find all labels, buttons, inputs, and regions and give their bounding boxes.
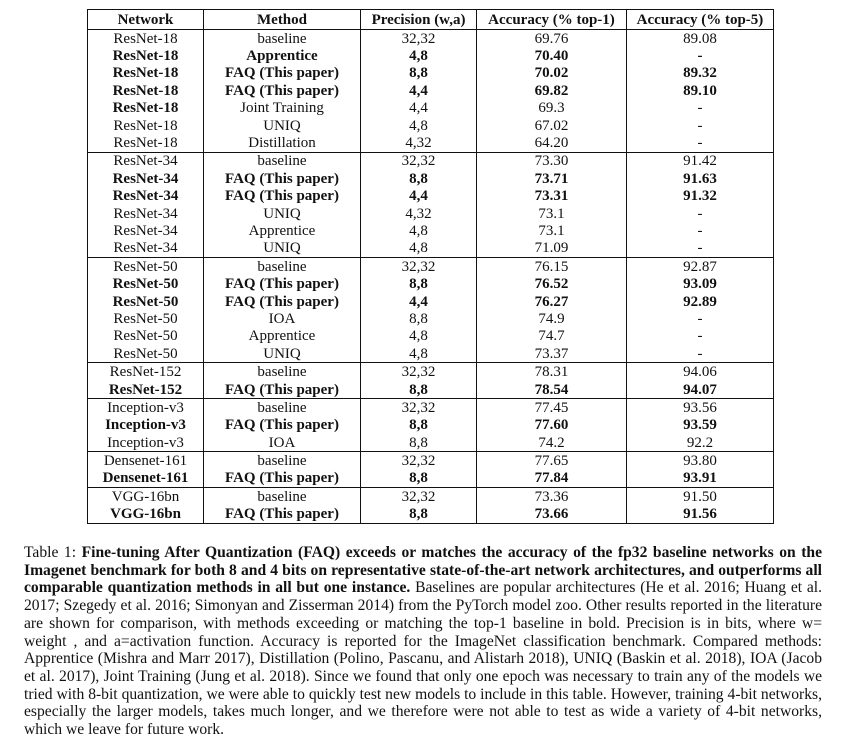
table-row [88, 117, 774, 134]
cell-precision: 4,8 [361, 328, 477, 345]
cell-top1: 70.02 [477, 65, 627, 82]
cell-top1: 78.31 [477, 363, 627, 381]
cell-precision: 4,8 [361, 222, 477, 239]
table-row [88, 82, 774, 99]
cell-top5: 93.59 [627, 417, 774, 434]
cell-top5: 91.50 [627, 488, 774, 506]
cell-method: baseline [204, 488, 361, 506]
cell-precision: 32,32 [361, 452, 477, 470]
table-row [88, 488, 774, 506]
cell-method: baseline [204, 452, 361, 470]
caption-body-text: Baselines are popular architectures (He et al. 2016; Huang et al. 2017; Szegedy et al. 2016; Simonyan and Zisserman 2014) from the PyTorch model zoo. Other results reported in the literature are shown for comparison, with methods exceeding or matching the top-1 baseline in bold. Precision is in bits, where w= weight , and a=activation function. Accuracy is reported for the ImageNet classification benchmark. Compared methods: Apprentice (Mishra and Marr 2017), Distillation (Polino, Pascanu, and Alistarh 2018), UNIQ (Baskin et al. 2018), IOA (Jacob et al. 2017), Joint Training (Jung et al. 2018). Since we found that only one epoch was necessary to train any of the models we tried with 8-bit quantization, we were able to quickly test new models to include in this table. However, training 4-bit networks, especially the larger models, takes much longer, and we therefore were not able to test as wide a variety of 4-bit networks, which we leave for future work. [24, 579, 822, 739]
cell-method: UNIQ [204, 345, 361, 363]
cell-network: Inception-v3 [88, 399, 204, 417]
cell-method: baseline [204, 363, 361, 381]
results-table-container [87, 9, 774, 524]
table-row [88, 258, 774, 276]
cell-precision: 4,4 [361, 293, 477, 310]
cell-top1: 64.20 [477, 134, 627, 152]
cell-top5: 89.10 [627, 82, 774, 99]
table-caption [24, 544, 822, 739]
cell-method: FAQ (This paper) [204, 82, 361, 99]
cell-top5: 93.91 [627, 470, 774, 488]
table-row [88, 328, 774, 345]
table-row [88, 293, 774, 310]
cell-top1: 69.82 [477, 82, 627, 99]
caption-label: Table 1: [24, 544, 82, 561]
cell-network: Inception-v3 [88, 434, 204, 452]
cell-network: ResNet-18 [88, 100, 204, 117]
cell-top5: - [627, 240, 774, 258]
cell-top5: - [627, 310, 774, 327]
cell-method: FAQ (This paper) [204, 417, 361, 434]
cell-top1: 78.54 [477, 381, 627, 399]
cell-top5: 89.32 [627, 65, 774, 82]
table-row [88, 152, 774, 170]
cell-top5: - [627, 205, 774, 222]
cell-top1: 77.45 [477, 399, 627, 417]
table-row [88, 222, 774, 239]
cell-top1: 73.31 [477, 188, 627, 205]
cell-top5: 92.87 [627, 258, 774, 276]
cell-top5: - [627, 134, 774, 152]
cell-top1: 67.02 [477, 117, 627, 134]
cell-method: baseline [204, 152, 361, 170]
cell-top1: 77.65 [477, 452, 627, 470]
cell-top5: 93.80 [627, 452, 774, 470]
cell-top5: 93.09 [627, 275, 774, 292]
table-row [88, 134, 774, 152]
cell-network: ResNet-50 [88, 328, 204, 345]
table-row [88, 188, 774, 205]
cell-network: ResNet-34 [88, 188, 204, 205]
table-row [88, 452, 774, 470]
cell-method: FAQ (This paper) [204, 470, 361, 488]
table-row [88, 417, 774, 434]
cell-method: FAQ (This paper) [204, 275, 361, 292]
cell-network: ResNet-50 [88, 293, 204, 310]
table-row [88, 506, 774, 524]
cell-top1: 74.7 [477, 328, 627, 345]
cell-precision: 8,8 [361, 381, 477, 399]
cell-network: ResNet-18 [88, 65, 204, 82]
cell-top5: 93.56 [627, 399, 774, 417]
cell-network: ResNet-34 [88, 240, 204, 258]
table-row [88, 30, 774, 48]
cell-precision: 8,8 [361, 275, 477, 292]
cell-network: ResNet-18 [88, 117, 204, 134]
cell-precision: 8,8 [361, 65, 477, 82]
cell-top1: 73.71 [477, 170, 627, 187]
cell-network: Densenet-161 [88, 470, 204, 488]
cell-precision: 8,8 [361, 310, 477, 327]
table-row [88, 363, 774, 381]
cell-top1: 73.30 [477, 152, 627, 170]
cell-network: ResNet-50 [88, 345, 204, 363]
cell-precision: 4,8 [361, 345, 477, 363]
cell-method: baseline [204, 258, 361, 276]
cell-method: FAQ (This paper) [204, 170, 361, 187]
cell-precision: 8,8 [361, 506, 477, 524]
cell-precision: 8,8 [361, 170, 477, 187]
cell-method: FAQ (This paper) [204, 293, 361, 310]
cell-top1: 76.52 [477, 275, 627, 292]
cell-method: FAQ (This paper) [204, 188, 361, 205]
cell-top5: - [627, 345, 774, 363]
table-row [88, 381, 774, 399]
table-row [88, 345, 774, 363]
cell-precision: 32,32 [361, 399, 477, 417]
cell-top1: 73.36 [477, 488, 627, 506]
header-top1: Accuracy (% top-1) [477, 10, 627, 30]
header-precision: Precision (w,a) [361, 10, 477, 30]
cell-precision: 32,32 [361, 488, 477, 506]
cell-top1: 69.76 [477, 30, 627, 48]
cell-top5: 89.08 [627, 30, 774, 48]
cell-method: baseline [204, 30, 361, 48]
cell-method: UNIQ [204, 205, 361, 222]
cell-network: ResNet-18 [88, 30, 204, 48]
cell-method: IOA [204, 434, 361, 452]
cell-precision: 4,4 [361, 82, 477, 99]
cell-top1: 74.9 [477, 310, 627, 327]
cell-method: FAQ (This paper) [204, 381, 361, 399]
cell-precision: 4,8 [361, 47, 477, 64]
cell-top1: 73.66 [477, 506, 627, 524]
cell-top1: 73.1 [477, 205, 627, 222]
cell-top1: 76.15 [477, 258, 627, 276]
cell-method: Joint Training [204, 100, 361, 117]
cell-precision: 4,32 [361, 205, 477, 222]
cell-top5: - [627, 117, 774, 134]
cell-top5: 91.42 [627, 152, 774, 170]
cell-network: ResNet-152 [88, 381, 204, 399]
cell-method: IOA [204, 310, 361, 327]
cell-network: Densenet-161 [88, 452, 204, 470]
cell-top5: 94.06 [627, 363, 774, 381]
table-row [88, 240, 774, 258]
cell-network: ResNet-18 [88, 47, 204, 64]
table-row [88, 205, 774, 222]
cell-top5: - [627, 222, 774, 239]
results-table [87, 9, 774, 524]
cell-top1: 69.3 [477, 100, 627, 117]
cell-method: FAQ (This paper) [204, 65, 361, 82]
cell-top5: 94.07 [627, 381, 774, 399]
cell-network: ResNet-50 [88, 310, 204, 327]
table-row [88, 434, 774, 452]
cell-top5: 91.32 [627, 188, 774, 205]
cell-network: ResNet-18 [88, 134, 204, 152]
cell-network: ResNet-18 [88, 82, 204, 99]
cell-top1: 73.1 [477, 222, 627, 239]
cell-method: Apprentice [204, 328, 361, 345]
cell-network: ResNet-50 [88, 258, 204, 276]
table-row [88, 47, 774, 64]
cell-network: ResNet-152 [88, 363, 204, 381]
cell-network: ResNet-34 [88, 152, 204, 170]
cell-top5: 91.63 [627, 170, 774, 187]
table-header-row [88, 10, 774, 30]
cell-precision: 8,8 [361, 434, 477, 452]
cell-precision: 8,8 [361, 417, 477, 434]
cell-top1: 77.84 [477, 470, 627, 488]
caption-bold-text: Fine-tuning After Quantization (FAQ) exceeds or matches the accuracy of the fp32 baseline networks on the Imagenet benchmark for both 8 and 4 bits on representative state-of-the-art network architectures, and outperforms all comparable quantization methods in all but one instance. [24, 544, 823, 597]
table-row [88, 470, 774, 488]
cell-top1: 70.40 [477, 47, 627, 64]
table-row [88, 275, 774, 292]
cell-precision: 32,32 [361, 30, 477, 48]
cell-precision: 32,32 [361, 152, 477, 170]
cell-top1: 77.60 [477, 417, 627, 434]
cell-precision: 32,32 [361, 363, 477, 381]
cell-method: UNIQ [204, 240, 361, 258]
cell-top5: 91.56 [627, 506, 774, 524]
cell-top5: 92.2 [627, 434, 774, 452]
header-top5: Accuracy (% top-5) [627, 10, 774, 30]
header-method: Method [204, 10, 361, 30]
cell-precision: 4,8 [361, 117, 477, 134]
table-row [88, 65, 774, 82]
cell-top5: - [627, 328, 774, 345]
cell-precision: 32,32 [361, 258, 477, 276]
cell-network: ResNet-34 [88, 222, 204, 239]
table-row [88, 310, 774, 327]
cell-top1: 74.2 [477, 434, 627, 452]
header-network: Network [88, 10, 204, 30]
cell-top5: - [627, 47, 774, 64]
cell-network: ResNet-34 [88, 205, 204, 222]
cell-top1: 71.09 [477, 240, 627, 258]
cell-precision: 4,8 [361, 240, 477, 258]
table-row [88, 399, 774, 417]
cell-method: Distillation [204, 134, 361, 152]
cell-network: ResNet-34 [88, 170, 204, 187]
cell-precision: 4,4 [361, 100, 477, 117]
cell-precision: 4,32 [361, 134, 477, 152]
table-row [88, 100, 774, 117]
cell-network: ResNet-50 [88, 275, 204, 292]
cell-top5: - [627, 100, 774, 117]
cell-method: Apprentice [204, 47, 361, 64]
cell-method: baseline [204, 399, 361, 417]
cell-precision: 4,4 [361, 188, 477, 205]
cell-method: UNIQ [204, 117, 361, 134]
cell-network: VGG-16bn [88, 488, 204, 506]
cell-precision: 8,8 [361, 470, 477, 488]
cell-network: VGG-16bn [88, 506, 204, 524]
cell-method: Apprentice [204, 222, 361, 239]
cell-method: FAQ (This paper) [204, 506, 361, 524]
cell-network: Inception-v3 [88, 417, 204, 434]
cell-top1: 73.37 [477, 345, 627, 363]
table-row [88, 170, 774, 187]
table-body [88, 30, 774, 524]
cell-top5: 92.89 [627, 293, 774, 310]
cell-top1: 76.27 [477, 293, 627, 310]
